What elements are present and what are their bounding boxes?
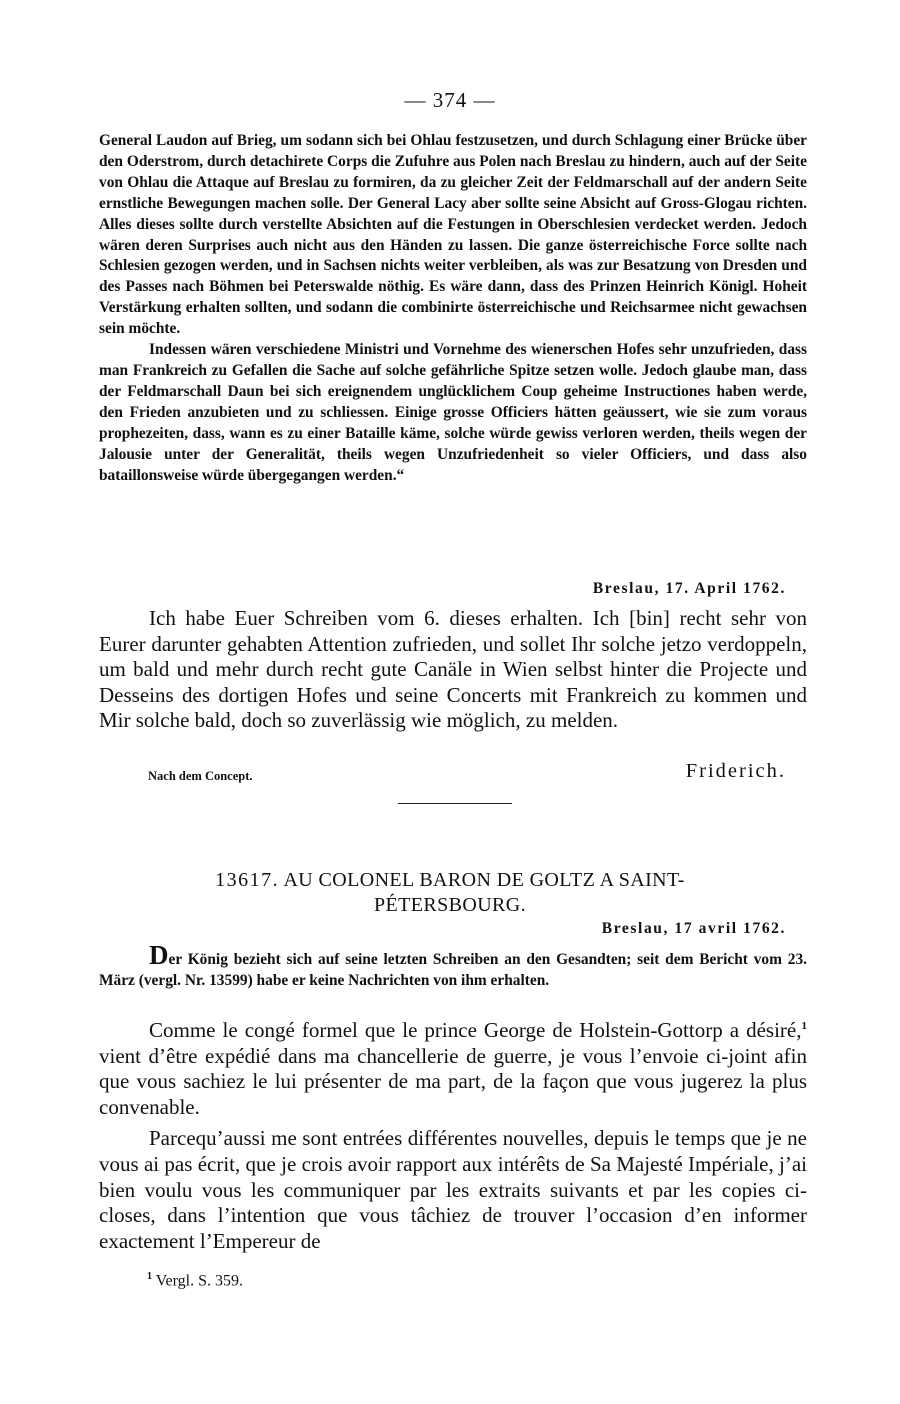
footnote-text: Vergl. S. 359. xyxy=(155,1272,243,1290)
signature: Friderich. xyxy=(685,760,786,782)
letter-paragraph-1-start: Comme le congé formel que le prince George de Holstein-Gottorp a désiré, xyxy=(149,1018,802,1042)
reply-dateline: Breslau, 17. April 1762. xyxy=(592,580,786,597)
letter-summary-paragraph xyxy=(99,940,807,992)
letter-paragraph-2: Parcequ’aussi me sont entrées différentes nouvelles, depuis le temps que je ne vous ai pas écrit, que je crois avoir rapport aux intérêts de Sa Majesté Impériale, j’ai bien voulu vous les communiquer par les extraits suivants et par les copies ci-closes, dans l’intention que vous tâchiez de trouver l’occasion d’en informer exactement l’Empereur de xyxy=(99,1126,807,1253)
letter-end-text xyxy=(99,131,807,486)
letter-heading xyxy=(0,868,900,918)
letter-heading-line-1 xyxy=(0,868,900,893)
letter-dateline: Breslau, 17 avril 1762. xyxy=(601,920,786,937)
letter-heading-line-2: PÉTERSBOURG. xyxy=(373,894,527,916)
letter-summary xyxy=(99,940,807,992)
letter-end-paragraph-2: Indessen wären verschiedene Ministri und Vornehme des wienerschen Hofes sehr unzufrieden, dass man Frankreich zu Gefallen die Sache auf solche gefährliche Spitze setzen wolle. Jedoch glaube man, dass der Feldmarschall Daun bei sich ereignendem unglücklichem Coup geheime Instructiones haben werde, den Frieden anzubieten und zu schliessen. Einige grosse Officiers hätten geäussert, wie sie zum voraus prophezeiten, dass, wann es zu einer Bataille käme, solche würde gewiss verloren werden, theils wegen der Jalousie unter der Generalität, theils wegen Unzufriedenheit so vieler Officiers, und dass also bataillonsweise würde übergegangen werden.“ xyxy=(99,341,807,484)
letter-paragraph-1 xyxy=(99,1014,807,1120)
letter-paragraph-1-end: vient d’être expédié dans ma chancellerie de guerre, je vous l’envoie ci-joint afin que vous sachiez le lui présenter de ma part, de la façon que vous jugerez la plus convenable. xyxy=(99,1043,807,1119)
reply-paragraph: Ich habe Euer Schreiben vom 6. dieses erhalten. Ich [bin] recht sehr von Eurer darunter gehabten Attention zufrieden, und sollet Ihr solche jetzo verdoppeln, um bald und mehr durch recht gute Canäle in Wien selbst hinter die Projecte und Desseins des dortigen Hofes und seine Concerts mit Frankreich zu kommen und Mir solche bald, doch so zuverlässig wie möglich, zu melden. xyxy=(99,606,807,733)
letter-heading-title: AU COLONEL BARON DE GOLTZ A SAINT- xyxy=(283,869,685,891)
footnote-marker: 1 xyxy=(147,1271,152,1282)
reply-text xyxy=(99,606,807,734)
footnote-reference: 1 xyxy=(801,1020,807,1032)
source-note: Nach dem Concept. xyxy=(148,769,253,783)
summary-initial: D xyxy=(149,940,169,970)
page-number: — 374 — xyxy=(404,88,496,112)
section-divider xyxy=(398,803,512,804)
letter-end-paragraph-1: General Laudon auf Brieg, um sodann sich bei Ohlau festzusetzen, und durch Schlagung einer Brücke über den Oderstrom, durch detachirete Corps die Zufuhre aus Polen nach Breslau zu hindern, auch auf der Seite von Ohlau die Attaque auf Breslau zu formiren, da zu gleicher Zeit der Feldmarschall auf der andern Seite ernstliche Bewegungen machen solle. Der General Lacy aber sollte seine Absicht auf Gross-Glogau richten. Alles dieses sollte durch verstellte Absichten auf die Festungen in Oberschlesien verdecket werden. Jedoch wären deren Surprises auch nicht aus den Händen zu lassen. Die ganze österreichische Force sollte nach Schlesien gezogen werden, und in Sachsen nichts weiter verbleiben, als was zur Besatzung von Dresden und des Passes nach Böhmen bei Peterswalde nöthig. Es wäre dann, dass des Prinzen Heinrich Königl. Hoheit Verstärkung erhalten sollten, und sodann die combinirte österreichische und Reichsarmee nicht gewachsen sein möchte. xyxy=(99,132,807,338)
letter-body xyxy=(99,1014,807,1254)
letter-number: 13617. xyxy=(215,869,280,891)
summary-text: er König bezieht sich auf seine letzten Schreiben an den Gesandten; seit dem Bericht vom 23. März (vergl. Nr. 13599) habe er keine Nachrichten von ihm erhalten. xyxy=(99,951,807,989)
footnote xyxy=(147,1271,243,1290)
